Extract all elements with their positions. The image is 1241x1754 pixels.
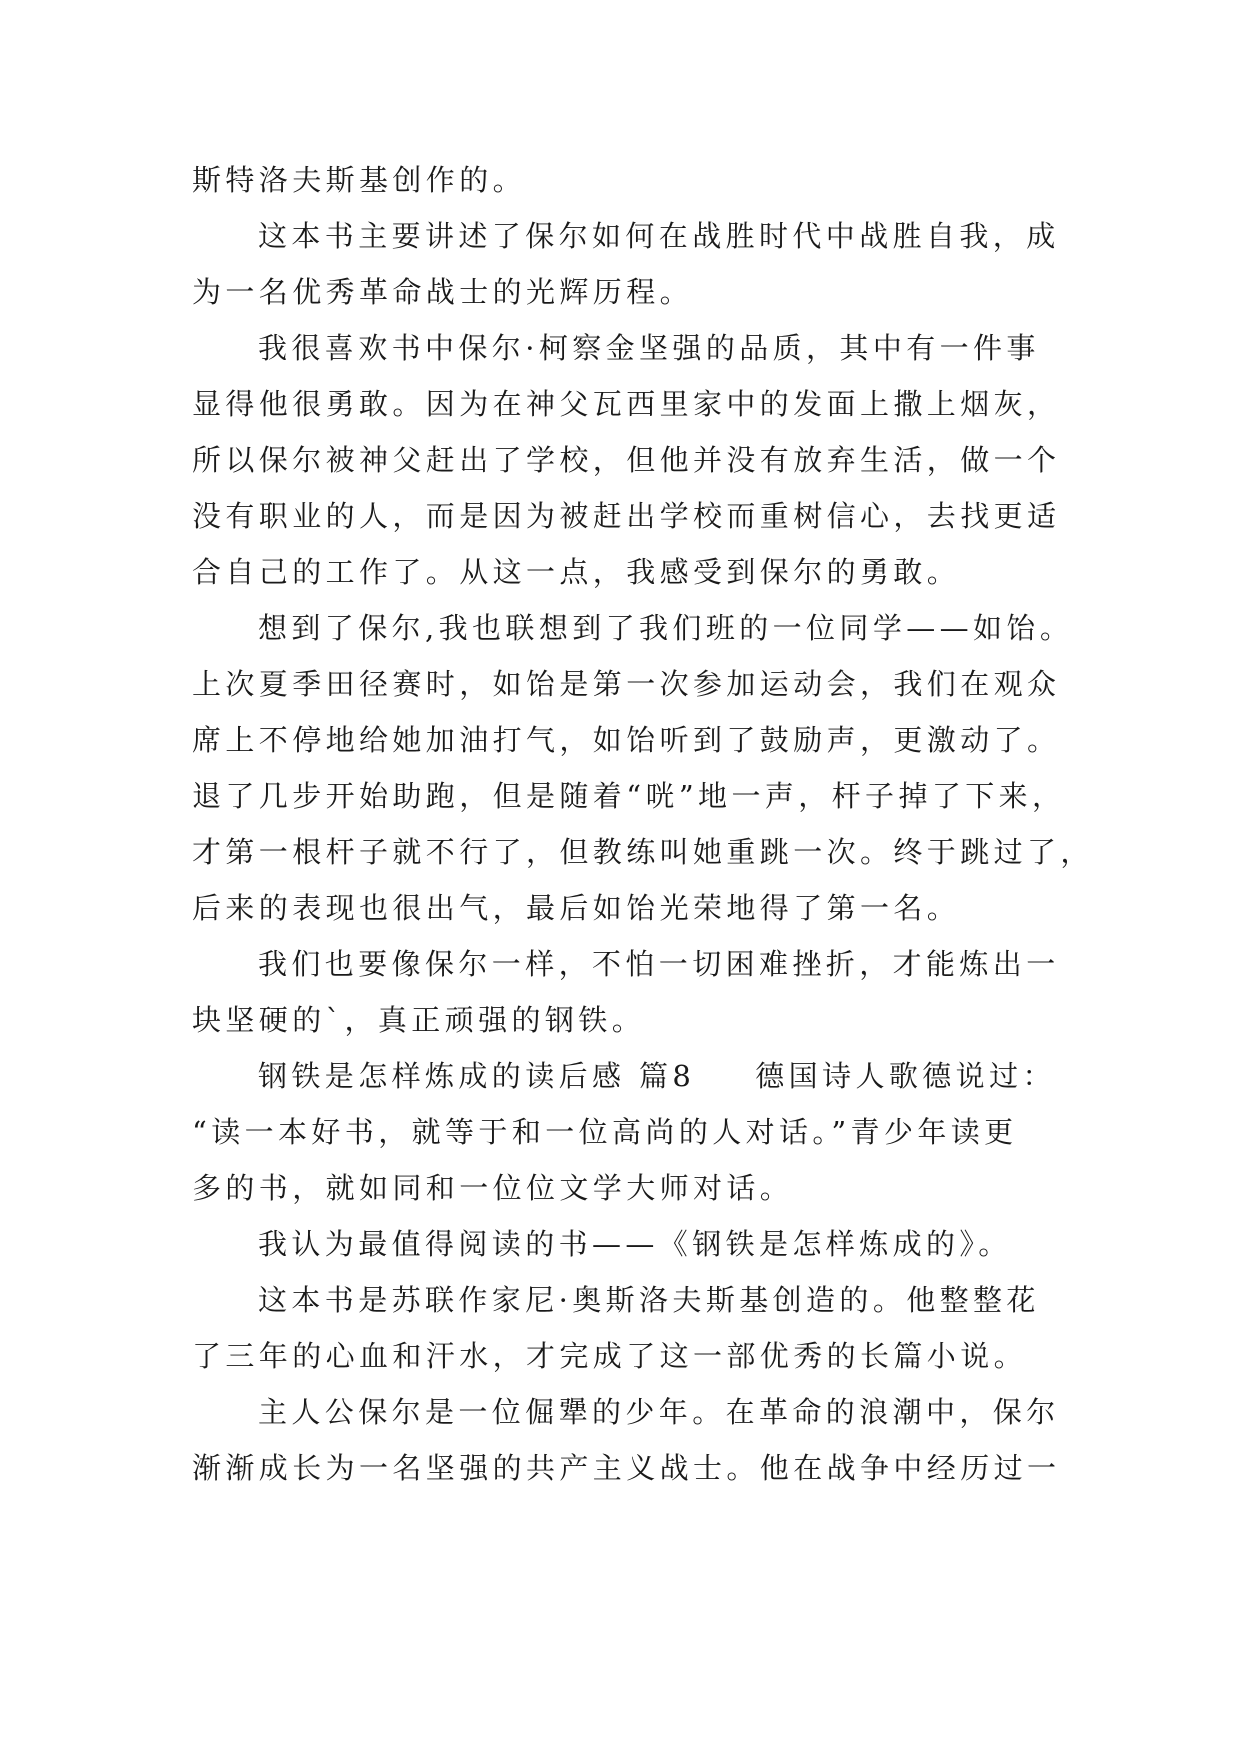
text-line: 合自己的工作了。从这一点，我感受到保尔的勇敢。 bbox=[192, 555, 961, 589]
text-line: 席上不停地给她加油打气，如饴听到了鼓励声，更激动了。 bbox=[192, 723, 1061, 757]
text-line: 为一名优秀革命战士的光辉历程。 bbox=[192, 275, 694, 309]
text-line: 没有职业的人，而是因为被赶出学校而重树信心，去找更适 bbox=[192, 499, 1061, 533]
text-line: 上次夏季田径赛时，如饴是第一次参加运动会，我们在观众 bbox=[192, 667, 1061, 701]
text-line: 我很喜欢书中保尔·柯察金坚强的品质，其中有一件事 bbox=[258, 331, 1040, 365]
text-line: 想到了保尔,我也联想到了我们班的一位同学——如饴。 bbox=[258, 611, 1074, 645]
text-line: 这本书主要讲述了保尔如何在战胜时代中战胜自我，成 bbox=[258, 219, 1060, 253]
text-line: 斯特洛夫斯基创作的。 bbox=[192, 163, 527, 197]
text-line: 这本书是苏联作家尼·奥斯洛夫斯基创造的。他整整花 bbox=[258, 1283, 1040, 1317]
text-line: 后来的表现也很出气，最后如饴光荣地得了第一名。 bbox=[192, 891, 961, 925]
article-heading: 钢铁是怎样炼成的读后感 篇8 bbox=[258, 1059, 696, 1093]
text-line: 才第一根杆子就不行了，但教练叫她重跳一次。终于跳过了， bbox=[192, 835, 1094, 869]
body-text bbox=[192, 152, 1094, 1496]
text-line: “读一本好书，就等于和一位高尚的人对话。”青少年读更 bbox=[192, 1115, 1018, 1149]
text-line: 了三年的心血和汗水，才完成了这一部优秀的长篇小说。 bbox=[192, 1339, 1028, 1373]
text-line: 块坚硬的`，真正顽强的钢铁。 bbox=[192, 1003, 646, 1037]
text-line: 渐渐成长为一名坚强的共产主义战士。他在战争中经历过一 bbox=[192, 1451, 1061, 1485]
text-line: 多的书，就如同和一位位文学大师对话。 bbox=[192, 1171, 794, 1205]
text-line: 显得他很勇敢。因为在神父瓦西里家中的发面上撒上烟灰， bbox=[192, 387, 1061, 421]
text-line: 退了几步开始助跑，但是随着“咣”地一声，杆子掉了下来， bbox=[192, 779, 1066, 813]
heading-tail-text: 德国诗人歌德说过： bbox=[755, 1059, 1056, 1093]
text-line: 我认为最值得阅读的书——《钢铁是怎样炼成的》。 bbox=[258, 1227, 1012, 1261]
text-line: 主人公保尔是一位倔犟的少年。在革命的浪潮中，保尔 bbox=[258, 1395, 1060, 1429]
text-line: 所以保尔被神父赶出了学校，但他并没有放弃生活，做一个 bbox=[192, 443, 1061, 477]
article-heading-line bbox=[192, 1048, 1072, 1104]
text-line: 我们也要像保尔一样，不怕一切困难挫折，才能炼出一 bbox=[258, 947, 1060, 981]
